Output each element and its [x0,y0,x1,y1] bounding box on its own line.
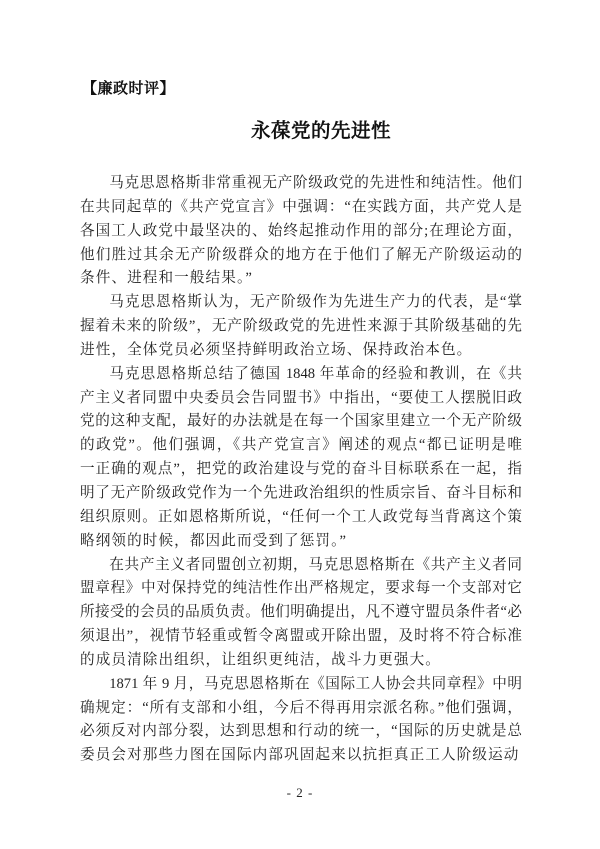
text-line: 在共同起草的《共产党宣言》中强调：“在实践方面，共产党人是 [80,198,522,215]
text-line: 条件、进程和一般结果。” [80,270,253,287]
text-line: 所接受的会员的品质负责。他们明确提出，凡不遵守盟员条件者“必 [80,604,522,621]
text-line: 马克思恩格斯非常重视无产阶级政党的先进性和纯洁性。他们 [109,175,522,191]
text-line: 的成员清除出组织，让组织更纯洁，战斗力更强大。 [80,651,441,668]
document-title: 永葆党的先进性 [250,121,391,142]
text-line: 产主义者同盟中央委员会告同盟书》中指出，“要使工人摆脱旧政 [80,389,522,406]
text-line: 党的这种支配，最好的办法就是在每一个国家里建立一个无产阶级 [80,413,522,430]
section-tag: 【廉政时评】 [82,81,176,97]
text-line: 马克思恩格斯认为，无产阶级作为先进生产力的代表，是“掌 [109,294,522,311]
text-line: 握着未来的阶级”，无产阶级政党的先进性来源于其阶级基础的先 [80,318,522,335]
page-number: - 2 - [286,785,314,800]
text-line: 的政党”。他们强调，《共产党宣言》阐述的观点“都已证明是唯 [80,437,522,454]
text-line: 略纲领的时候，都因此而受到了惩罚。” [80,532,348,549]
text-line: 确规定：“所有支部和小组，今后不得再用宗派名称。”他们强调， [80,699,522,716]
text-line: 必须反对内部分裂，达到思想和行动的统一，“国际的历史就是总 [80,723,522,740]
text-line: 一正确的观点”，把党的政治建设与党的奋斗目标联系在一起，指 [80,461,522,478]
text-line: 马克思恩格斯总结了德国 1848 年革命的经验和教训，在《共 [109,365,522,382]
text-line: 1871 年 9 月，马克思恩格斯在《国际工人协会共同章程》中明 [109,675,522,692]
text-line: 明了无产阶级政党作为一个先进政治组织的性质宗旨、奋斗目标和 [80,484,522,501]
text-line: 进性，全体党员必须坚持鲜明政治立场、保持政治本色。 [80,341,473,358]
text-line: 须退出”，视情节轻重或暂令离盟或开除出盟，及时将不符合标准 [80,628,522,645]
document-body [80,172,522,768]
text-line: 组织原则。正如恩格斯所说，“任何一个工人政党每当背离这个策 [80,508,522,525]
text-line: 在共产主义者同盟创立初期，马克思恩格斯在《共产主义者同 [109,556,522,573]
text-line: 各国工人政党中最坚决的、始终起推动作用的部分;在理论方面， [80,222,522,239]
text-line: 他们胜过其余无产阶级群众的地方在于他们了解无产阶级运动的 [80,246,522,263]
text-line: 委员会对那些力图在国际内部巩固起来以抗拒真正工人阶级运动 [80,747,520,764]
text-line: 盟章程》中对保持党的纯洁性作出严格规定，要求每一个支部对它 [80,580,522,597]
